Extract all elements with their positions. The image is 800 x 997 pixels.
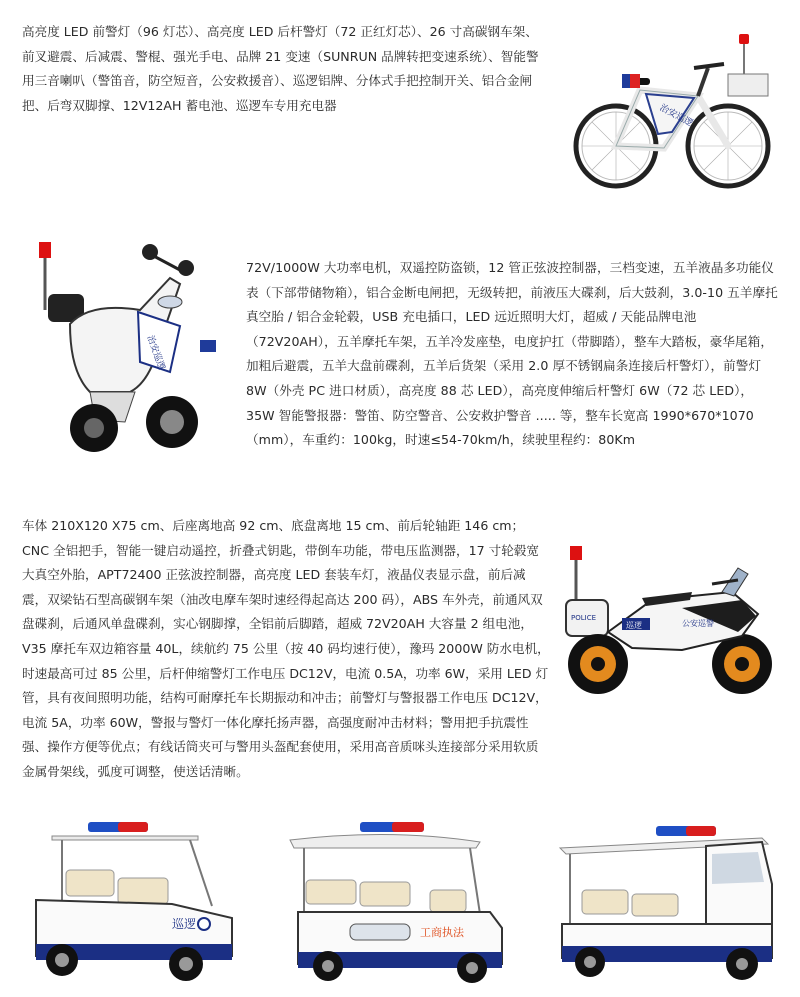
patrol-cart-2-image (280, 818, 510, 983)
cart2-text: 工商执法 (420, 926, 464, 939)
police-bicycle-image (568, 28, 778, 196)
bicycle-description: 高亮度 LED 前警灯（96 灯芯）、高亮度 LED 后杆警灯（72 正红灯芯）、26 寸高碳钢车架、前叉避震、后减震、警棍、强光手电、品牌 21 变速（SUNRUN 品牌转把变速系统）、智能警用三音喇叭（警笛音，防空短音，公安救援音）、巡逻铝牌、分体式手把控制开关、铝合金闸把、后弯双脚撑、12V12AH 蓄电池、巡逻车专用充电器 (22, 24, 539, 113)
bicycle-panel-text: 治安巡逻 (657, 103, 695, 129)
patrol-cart-1-image (22, 818, 242, 983)
police-scooter-image (30, 232, 220, 484)
motorcycle-side-text: 巡逻 (626, 621, 642, 630)
scooter-description: 72V/1000W 大功率电机，双遥控防盗锁，12 管正弦波控制器，三档变速，五羊液晶多功能仪表（下部带储物箱），铝合金断电闸把，无级转把，前液压大碟刹，后大鼓刹，3.0-10 五羊摩托真空胎 / 铝合金轮毂，USB 充电插口，LED 远近照明大灯，超威 / 天能品牌电池（72V20AH），五羊摩托车架，五羊冷发座垫，电度护扛（带脚踏），整车大踏板，豪华尾箱，加粗后避震，五羊大盘前碟刹，五羊后货架（采用 2.0 厚不锈钢扁条连接后杆警灯），前警灯 8W（外壳 PC 进口材质），高亮度 88 芯 LED），高亮度伸缩后杆警灯 6W（72 芯 LED），35W 智能警报器：警笛、防空警音、公安救护警音 ..... 等，整车长宽高 1990*670*1070（mm），车重约：100kg，时速≤54-70km/h，续驶里程约：80Km (246, 260, 778, 448)
scooter-panel-text: 治安巡逻 (144, 334, 167, 372)
cart1-text: 巡逻 (172, 917, 197, 931)
patrol-cart-3-image (556, 824, 780, 984)
police-motorcycle-image (562, 540, 778, 698)
motorcycle-box-text: POLICE (571, 614, 597, 622)
motorcycle-description: 车体 210X120 X75 cm、后座离地高 92 cm、底盘离地 15 cm、前后轮轴距 146 cm；CNC 全铝把手，智能一键启动遥控，折叠式钥匙，带倒车功能，带电压监测器，17 寸轮毂宽大真空外胎，APT72400 正弦波控制器，高亮度 LED 套装车灯，液晶仪表显示盘，前后减震，双梁钻石型高碳钢车架（油改电摩车架时速经得起高达 200 码），ABS 车外壳，前通风双盘碟刹，后通风单盘碟刹，实心钢脚撑，全铝前后脚踏，超威 72V20AH 大容量 2 组电池，V35 摩托车双边箱容量 40L，续航约 75 公里（按 40 码均速行使），豫玛 2000W 防水电机，时速最高可过 85 公里，后杆伸缩警灯工作电压 DC12V，电流 0.5A，功率 6W，采用 LED 灯管，具有夜间照明功能，结构可耐摩托车长期振动和冲击；前警灯与警报器工作电压 DC12V，电流 5A，功率 60W，警报与警灯一体化摩托扬声器，高强度耐冲击材料；警用把手抗震性强、操作方便等优点；有线话筒夹可与警用头盔配套使用，采用高音质咪头连接部分采用软质金属骨架线，弧度可调整，使送话清晰。 (22, 518, 550, 779)
motorcycle-fairing-text: 公安巡警 (682, 619, 714, 628)
